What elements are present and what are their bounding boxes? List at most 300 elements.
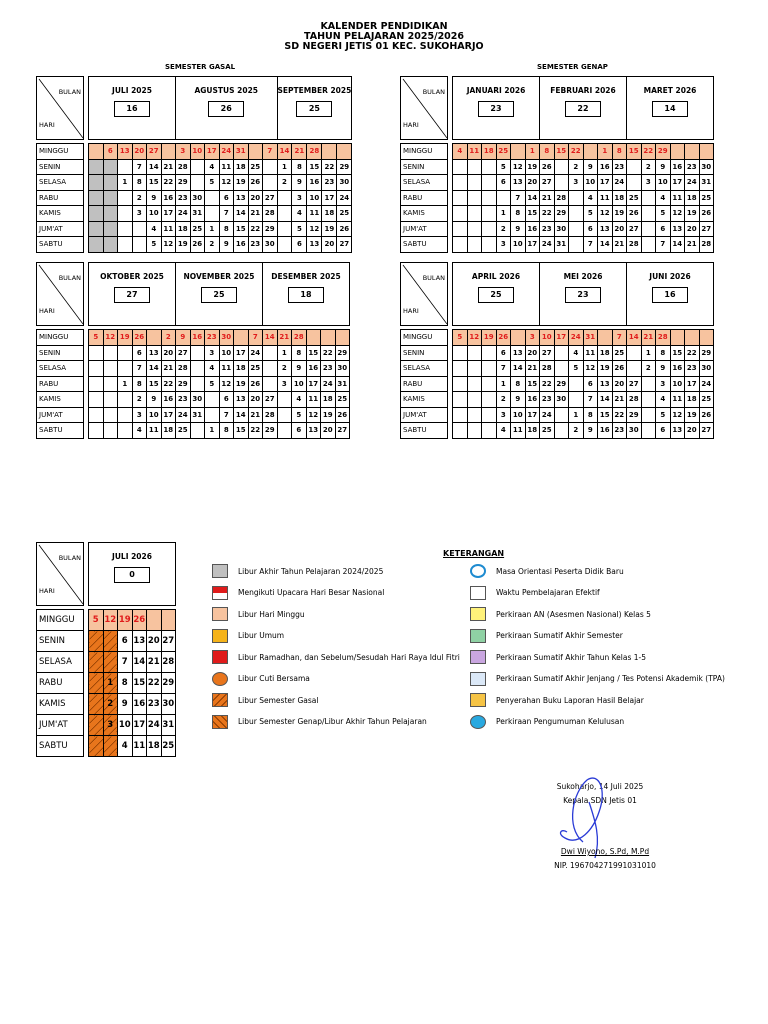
date-cell: 18: [176, 221, 191, 237]
date-cell: 24: [699, 376, 714, 392]
date-cell: 27: [627, 221, 642, 237]
date-cell: 1: [641, 345, 656, 361]
date-cell: 17: [306, 376, 321, 392]
date-cell: 11: [670, 392, 685, 408]
date-cell: [263, 345, 278, 361]
corner-hari-label: HARI: [39, 587, 55, 595]
date-cell: 21: [540, 190, 555, 206]
date-cell: 7: [219, 206, 234, 222]
libur-semester-gasal-swatch: [212, 693, 228, 707]
legend-item: [470, 693, 644, 707]
date-cell: 17: [161, 206, 176, 222]
date-cell: 28: [656, 330, 671, 346]
date-cell: 2: [641, 361, 656, 377]
date-cell: 28: [554, 190, 569, 206]
date-cell: 7: [583, 392, 598, 408]
day-label: SELASA: [401, 175, 448, 191]
date-cell: 11: [219, 159, 234, 175]
date-cell: 26: [248, 175, 263, 191]
date-cell: [190, 376, 205, 392]
legend-label: Perkiraan Pengumuman Kelulusan: [496, 717, 625, 726]
date-cell: [89, 361, 104, 377]
date-cell: 29: [263, 423, 278, 439]
date-cell: [583, 144, 598, 160]
date-cell: 31: [583, 330, 598, 346]
date-cell: [554, 345, 569, 361]
signature-role: Kepala SDN Jetis 01: [563, 796, 637, 805]
month-name: AGUSTUS 2025: [194, 86, 259, 95]
date-cell: 10: [307, 190, 322, 206]
date-cell: 12: [670, 206, 685, 222]
date-cell: 30: [190, 392, 205, 408]
date-cell: 10: [147, 206, 162, 222]
date-cell: [453, 221, 468, 237]
date-cell: 25: [496, 144, 511, 160]
date-cell: 25: [248, 361, 263, 377]
date-cell: 16: [598, 159, 613, 175]
month-name: JANUARI 2026: [466, 86, 526, 95]
date-cell: [277, 407, 292, 423]
effective-days-count: 18: [288, 287, 324, 303]
date-cell: 22: [248, 423, 263, 439]
date-cell: 2: [569, 423, 584, 439]
legend-item: [470, 672, 725, 686]
date-cell: 8: [540, 144, 555, 160]
date-cell: [453, 175, 468, 191]
date-cell: 14: [670, 237, 685, 253]
date-cell: 8: [118, 673, 133, 694]
date-cell: 16: [161, 392, 176, 408]
date-cell: 29: [656, 144, 671, 160]
calendar-block-oct-dec-2025: [36, 262, 350, 439]
date-cell: 12: [670, 407, 685, 423]
date-cell: 30: [335, 361, 350, 377]
date-cell: 1: [525, 144, 540, 160]
date-cell: 15: [132, 673, 147, 694]
date-cell: 26: [612, 361, 627, 377]
date-cell: [670, 330, 685, 346]
legend-item: [470, 650, 646, 664]
date-cell: 16: [190, 330, 205, 346]
date-cell: 9: [176, 330, 191, 346]
date-cell: 4: [118, 736, 133, 757]
date-cell: 18: [598, 345, 613, 361]
effective-days-count: 27: [114, 287, 150, 303]
sumatif-tahun-triangle-icon: [470, 650, 486, 664]
date-cell: [103, 159, 118, 175]
date-cell: 10: [511, 407, 526, 423]
date-cell: 15: [234, 423, 249, 439]
date-cell: [554, 361, 569, 377]
month-name: JULI 2025: [112, 86, 152, 95]
date-cell: [641, 423, 656, 439]
date-cell: 1: [118, 376, 133, 392]
date-cell: 27: [627, 376, 642, 392]
date-cell: 19: [321, 407, 336, 423]
legend-item: [212, 629, 284, 643]
date-cell: [453, 345, 468, 361]
date-cell: 5: [583, 206, 598, 222]
date-cell: [482, 206, 497, 222]
date-cell: 31: [161, 715, 176, 736]
date-cell: 3: [132, 206, 147, 222]
date-cell: 8: [132, 175, 147, 191]
date-cell: 27: [540, 175, 555, 191]
date-cell: 2: [569, 159, 584, 175]
date-cell: [161, 144, 176, 160]
effective-days-count: 25: [478, 287, 514, 303]
legend-heading: KETERANGAN: [443, 549, 505, 558]
date-cell: 28: [540, 361, 555, 377]
date-cell: 10: [190, 144, 205, 160]
date-cell: [482, 392, 497, 408]
date-cell: [103, 237, 118, 253]
month-name: JULI 2026: [112, 552, 152, 561]
month-name: APRIL 2026: [471, 272, 521, 281]
date-cell: 7: [248, 330, 263, 346]
date-cell: [569, 237, 584, 253]
date-cell: [569, 221, 584, 237]
libur-semester-genap-swatch: [212, 715, 228, 729]
date-cell: 18: [685, 392, 700, 408]
day-label: SABTU: [37, 237, 84, 253]
date-cell: [103, 190, 118, 206]
date-cell: 10: [219, 345, 234, 361]
date-cell: 20: [322, 237, 337, 253]
date-cell: 23: [176, 190, 191, 206]
date-cell: 24: [540, 237, 555, 253]
sumatif-semester-triangle-icon: [470, 629, 486, 643]
date-cell: 19: [685, 407, 700, 423]
day-label: RABU: [37, 190, 84, 206]
date-cell: [482, 190, 497, 206]
date-cell: 5: [89, 610, 104, 631]
date-cell: 29: [699, 345, 714, 361]
date-cell: 1: [598, 144, 613, 160]
date-cell: 3: [103, 715, 118, 736]
month-name: MEI 2026: [563, 272, 603, 281]
date-cell: [467, 376, 482, 392]
date-cell: 29: [335, 345, 350, 361]
date-cell: 23: [612, 159, 627, 175]
month-name: NOVEMBER 2025: [183, 272, 255, 281]
date-cell: 21: [161, 361, 176, 377]
legend-label: Masa Orientasi Peserta Didik Baru: [496, 566, 624, 576]
date-cell: 2: [132, 392, 147, 408]
date-cell: [322, 144, 337, 160]
date-cell: 17: [205, 144, 220, 160]
date-cell: 18: [234, 159, 249, 175]
day-label: SELASA: [37, 361, 84, 377]
date-cell: 11: [598, 190, 613, 206]
date-cell: 13: [234, 392, 249, 408]
date-cell: 13: [511, 345, 526, 361]
date-cell: 26: [132, 610, 147, 631]
date-cell: 25: [176, 423, 191, 439]
date-cell: 2: [103, 694, 118, 715]
calendar-table: [400, 76, 714, 253]
legend-label: Perkiraan Sumatif Akhir Jenjang / Tes Potensi Akademik (TPA): [496, 674, 725, 683]
date-cell: 5: [147, 237, 162, 253]
date-cell: [103, 175, 118, 191]
legend-label: Libur Akhir Tahun Pelajaran 2024/2025: [238, 566, 384, 576]
date-cell: 28: [263, 407, 278, 423]
date-cell: [118, 392, 133, 408]
date-cell: 23: [540, 392, 555, 408]
date-cell: 3: [496, 407, 511, 423]
date-cell: [467, 159, 482, 175]
date-cell: 5: [292, 407, 307, 423]
date-cell: [89, 652, 104, 673]
date-cell: 9: [511, 221, 526, 237]
date-cell: 26: [335, 407, 350, 423]
date-cell: 13: [118, 144, 133, 160]
date-cell: 26: [496, 330, 511, 346]
day-label: SENIN: [401, 159, 448, 175]
calendar-table: [36, 542, 176, 757]
date-cell: 13: [234, 190, 249, 206]
date-cell: 16: [234, 237, 249, 253]
date-cell: 30: [699, 361, 714, 377]
date-cell: 31: [190, 206, 205, 222]
calendar-block-jul-sep-2025: [36, 76, 352, 253]
upacara-flag-icon: [212, 586, 228, 600]
date-cell: 25: [161, 736, 176, 757]
date-cell: [103, 652, 118, 673]
date-cell: [467, 407, 482, 423]
date-cell: [496, 190, 511, 206]
date-cell: 12: [103, 610, 118, 631]
signature-place-date: Sukoharjo, 14 Juli 2025: [556, 782, 644, 791]
date-cell: 29: [554, 376, 569, 392]
date-cell: 31: [190, 407, 205, 423]
corner-hari-label: HARI: [403, 307, 419, 315]
calendar-block-jan-mar-2026: [400, 76, 714, 253]
date-cell: [89, 673, 104, 694]
date-cell: 24: [337, 190, 352, 206]
date-cell: 20: [248, 392, 263, 408]
date-cell: 30: [263, 237, 278, 253]
legend-label: Penyerahan Buku Laporan Hasil Belajar: [496, 695, 644, 705]
date-cell: 20: [612, 376, 627, 392]
date-cell: [554, 407, 569, 423]
date-cell: 21: [292, 144, 307, 160]
date-cell: 27: [699, 423, 714, 439]
date-cell: [89, 631, 104, 652]
date-cell: 28: [627, 237, 642, 253]
date-cell: 21: [641, 330, 656, 346]
date-cell: 6: [292, 237, 307, 253]
date-cell: 17: [132, 715, 147, 736]
date-cell: [263, 175, 278, 191]
day-label: JUM'AT: [37, 221, 84, 237]
date-cell: [118, 206, 133, 222]
an-triangle-icon: [470, 607, 486, 621]
date-cell: 23: [685, 361, 700, 377]
date-cell: 9: [656, 361, 671, 377]
date-cell: 23: [685, 159, 700, 175]
date-cell: [277, 221, 292, 237]
date-cell: 25: [612, 345, 627, 361]
date-cell: 4: [292, 206, 307, 222]
date-cell: [482, 221, 497, 237]
date-cell: 14: [277, 144, 292, 160]
effective-days-count: 16: [114, 101, 150, 117]
date-cell: 31: [234, 144, 249, 160]
date-cell: 7: [263, 144, 278, 160]
effective-days-count: 23: [565, 287, 601, 303]
date-cell: 7: [219, 407, 234, 423]
date-cell: [453, 159, 468, 175]
date-cell: 4: [569, 345, 584, 361]
date-cell: 17: [322, 190, 337, 206]
date-cell: 28: [627, 392, 642, 408]
month-header: [89, 543, 176, 606]
date-cell: 20: [525, 345, 540, 361]
date-cell: [453, 376, 468, 392]
date-cell: 30: [699, 159, 714, 175]
date-cell: 30: [161, 694, 176, 715]
date-cell: [569, 190, 584, 206]
date-cell: 4: [147, 221, 162, 237]
legend-item: [212, 650, 460, 664]
date-cell: 2: [496, 392, 511, 408]
date-cell: 19: [598, 361, 613, 377]
date-cell: [103, 221, 118, 237]
date-cell: 7: [511, 190, 526, 206]
date-cell: 21: [161, 159, 176, 175]
date-cell: 10: [540, 330, 555, 346]
date-cell: [641, 221, 656, 237]
day-label: SABTU: [37, 736, 84, 757]
month-day-corner-cell: [37, 263, 84, 326]
date-cell: [205, 392, 220, 408]
date-cell: [118, 237, 133, 253]
date-cell: 4: [205, 361, 220, 377]
date-cell: 28: [307, 144, 322, 160]
month-header: [627, 263, 714, 326]
date-cell: 9: [583, 423, 598, 439]
date-cell: 11: [467, 144, 482, 160]
date-cell: 16: [525, 392, 540, 408]
legend-label: Mengikuti Upacara Hari Besar Nasional: [238, 588, 385, 597]
date-cell: [89, 237, 104, 253]
date-cell: 15: [147, 376, 162, 392]
date-cell: 8: [656, 345, 671, 361]
date-cell: 19: [525, 159, 540, 175]
date-cell: 15: [670, 345, 685, 361]
date-cell: 12: [307, 221, 322, 237]
legend-item: [212, 672, 310, 686]
date-cell: [118, 423, 133, 439]
date-cell: 31: [335, 376, 350, 392]
month-day-corner-cell: [401, 77, 448, 140]
legend-item: [212, 586, 384, 600]
date-cell: 24: [569, 330, 584, 346]
legend-item: [470, 715, 624, 729]
date-cell: 30: [627, 423, 642, 439]
date-cell: [482, 345, 497, 361]
date-cell: 19: [176, 237, 191, 253]
date-cell: 24: [147, 715, 162, 736]
date-cell: 6: [656, 221, 671, 237]
date-cell: 16: [670, 159, 685, 175]
date-cell: 8: [292, 159, 307, 175]
date-cell: 12: [467, 330, 482, 346]
date-cell: 6: [103, 144, 118, 160]
date-cell: 6: [583, 221, 598, 237]
day-label: KAMIS: [401, 392, 448, 408]
date-cell: 3: [205, 345, 220, 361]
date-cell: 17: [598, 175, 613, 191]
date-cell: 14: [511, 361, 526, 377]
date-cell: 22: [147, 673, 162, 694]
libur-akhir-swatch: [212, 564, 228, 578]
date-cell: [670, 144, 685, 160]
date-cell: 27: [176, 345, 191, 361]
date-cell: 15: [525, 206, 540, 222]
date-cell: [554, 159, 569, 175]
date-cell: 13: [147, 345, 162, 361]
date-cell: 26: [699, 206, 714, 222]
date-cell: 17: [554, 330, 569, 346]
cuti-bersama-icon: [212, 672, 228, 686]
date-cell: 12: [306, 407, 321, 423]
date-cell: [627, 361, 642, 377]
month-header: [89, 77, 176, 140]
corner-bulan-label: BULAN: [58, 88, 81, 96]
day-label: MINGGU: [37, 610, 84, 631]
date-cell: 13: [670, 423, 685, 439]
date-cell: 11: [583, 345, 598, 361]
month-header: [453, 77, 540, 140]
date-cell: 15: [627, 144, 642, 160]
date-cell: 2: [641, 159, 656, 175]
legend: [212, 564, 752, 754]
date-cell: 6: [118, 631, 133, 652]
date-cell: [641, 376, 656, 392]
date-cell: [118, 345, 133, 361]
date-cell: 11: [147, 423, 162, 439]
date-cell: 18: [482, 144, 497, 160]
date-cell: [467, 345, 482, 361]
date-cell: 22: [612, 407, 627, 423]
day-label: SABTU: [401, 237, 448, 253]
day-label: KAMIS: [37, 392, 84, 408]
date-cell: 27: [161, 631, 176, 652]
date-cell: [89, 175, 104, 191]
legend-label: Libur Cuti Bersama: [238, 674, 310, 683]
date-cell: 24: [176, 407, 191, 423]
date-cell: [569, 206, 584, 222]
date-cell: 1: [496, 206, 511, 222]
day-label: SENIN: [37, 159, 84, 175]
month-day-corner-cell: [37, 77, 84, 140]
day-label: MINGGU: [37, 330, 84, 346]
date-cell: 15: [598, 407, 613, 423]
date-cell: 6: [496, 175, 511, 191]
date-cell: [103, 423, 118, 439]
date-cell: 26: [132, 330, 147, 346]
date-cell: 12: [161, 237, 176, 253]
date-cell: 16: [306, 361, 321, 377]
date-cell: 25: [699, 392, 714, 408]
date-cell: [641, 206, 656, 222]
date-cell: 31: [554, 237, 569, 253]
date-cell: 6: [583, 376, 598, 392]
date-cell: 9: [147, 190, 162, 206]
date-cell: 8: [219, 423, 234, 439]
